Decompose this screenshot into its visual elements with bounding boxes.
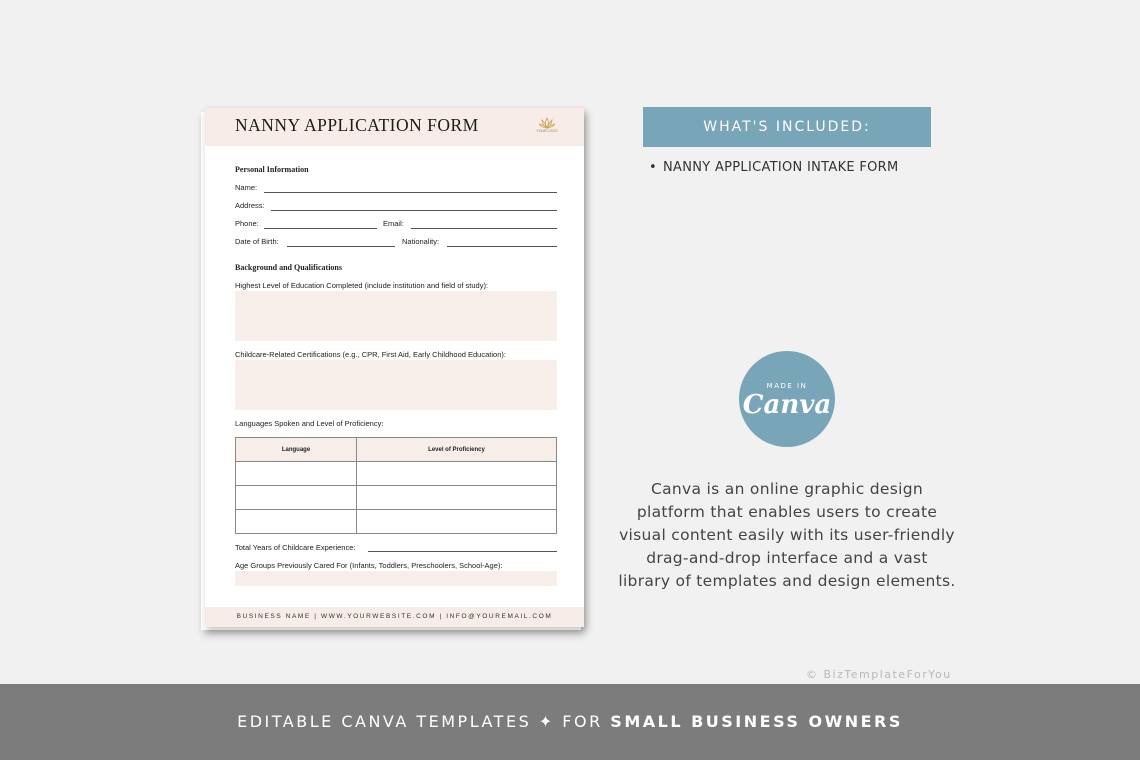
name-field[interactable] [264, 192, 557, 193]
banner-bold-text: SMALL BUSINESS OWNERS [610, 712, 903, 731]
education-textbox[interactable] [235, 291, 557, 341]
dob-field[interactable] [287, 246, 395, 247]
phone-label: Phone: [235, 219, 259, 228]
years-experience-field[interactable] [368, 551, 557, 552]
nationality-label: Nationality: [402, 237, 440, 246]
personal-info-heading: Personal Information [235, 165, 309, 174]
form-title: NANNY APPLICATION FORM [235, 115, 479, 135]
logo-text: YOUR LOGO [536, 129, 558, 133]
languages-table [235, 437, 557, 534]
education-label: Highest Level of Education Completed (include institution and field of study): [235, 281, 489, 290]
background-heading: Background and Qualifications [235, 263, 342, 272]
made-in-canva-badge [739, 351, 835, 447]
table-cell[interactable] [236, 462, 357, 486]
email-field[interactable] [411, 228, 557, 229]
table-cell[interactable] [357, 486, 557, 510]
email-label: Email: [383, 219, 404, 228]
name-label: Name: [235, 183, 258, 192]
banner-text: EDITABLE CANVA TEMPLATES ✦ FOR [237, 712, 611, 731]
certifications-label: Childcare-Related Certifications (e.g., CPR, First Aid, Early Childhood Education): [235, 350, 506, 359]
canva-logo-text: Canva [742, 390, 832, 420]
table-row [236, 462, 557, 486]
table-header-proficiency: Level of Proficiency [357, 438, 557, 462]
dob-label: Date of Birth: [235, 237, 279, 246]
form-header [205, 108, 584, 146]
phone-field[interactable] [264, 228, 377, 229]
logo [535, 117, 559, 133]
nationality-field[interactable] [447, 246, 557, 247]
nanny-application-form [205, 108, 584, 627]
age-groups-textbox[interactable] [235, 571, 557, 586]
table-row [236, 510, 557, 534]
made-in-text: MADE IN [766, 382, 808, 390]
canva-description: Canva is an online graphic design platform that enables users to create visual content easily with its user-friendly drag-and-drop interface and a vast library of templates and design elements. [618, 480, 956, 590]
age-groups-label: Age Groups Previously Cared For (Infants, Toddlers, Preschoolers, School-Age): [235, 561, 503, 570]
list-item: • NANNY APPLICATION INTAKE FORM [663, 160, 899, 175]
table-header-row [236, 438, 557, 462]
table-cell[interactable] [236, 486, 357, 510]
lotus-icon [539, 117, 555, 129]
form-footer: BUSINESS NAME | WWW.YOURWEBSITE.COM | INFO@YOUREMAIL.COM [205, 607, 584, 627]
included-list [663, 160, 899, 175]
certifications-textbox[interactable] [235, 360, 557, 410]
years-experience-label: Total Years of Childcare Experience: [235, 543, 356, 552]
languages-label: Languages Spoken and Level of Proficiency: [235, 419, 384, 428]
address-field[interactable] [271, 210, 557, 211]
copyright-credit: © BizTemplateForYou [806, 668, 952, 681]
table-cell[interactable] [357, 510, 557, 534]
table-cell[interactable] [236, 510, 357, 534]
address-label: Address: [235, 201, 265, 210]
bottom-banner [0, 684, 1140, 760]
whats-included-heading: WHAT'S INCLUDED: [643, 107, 931, 147]
table-cell[interactable] [357, 462, 557, 486]
table-header-language: Language [236, 438, 357, 462]
table-row [236, 486, 557, 510]
